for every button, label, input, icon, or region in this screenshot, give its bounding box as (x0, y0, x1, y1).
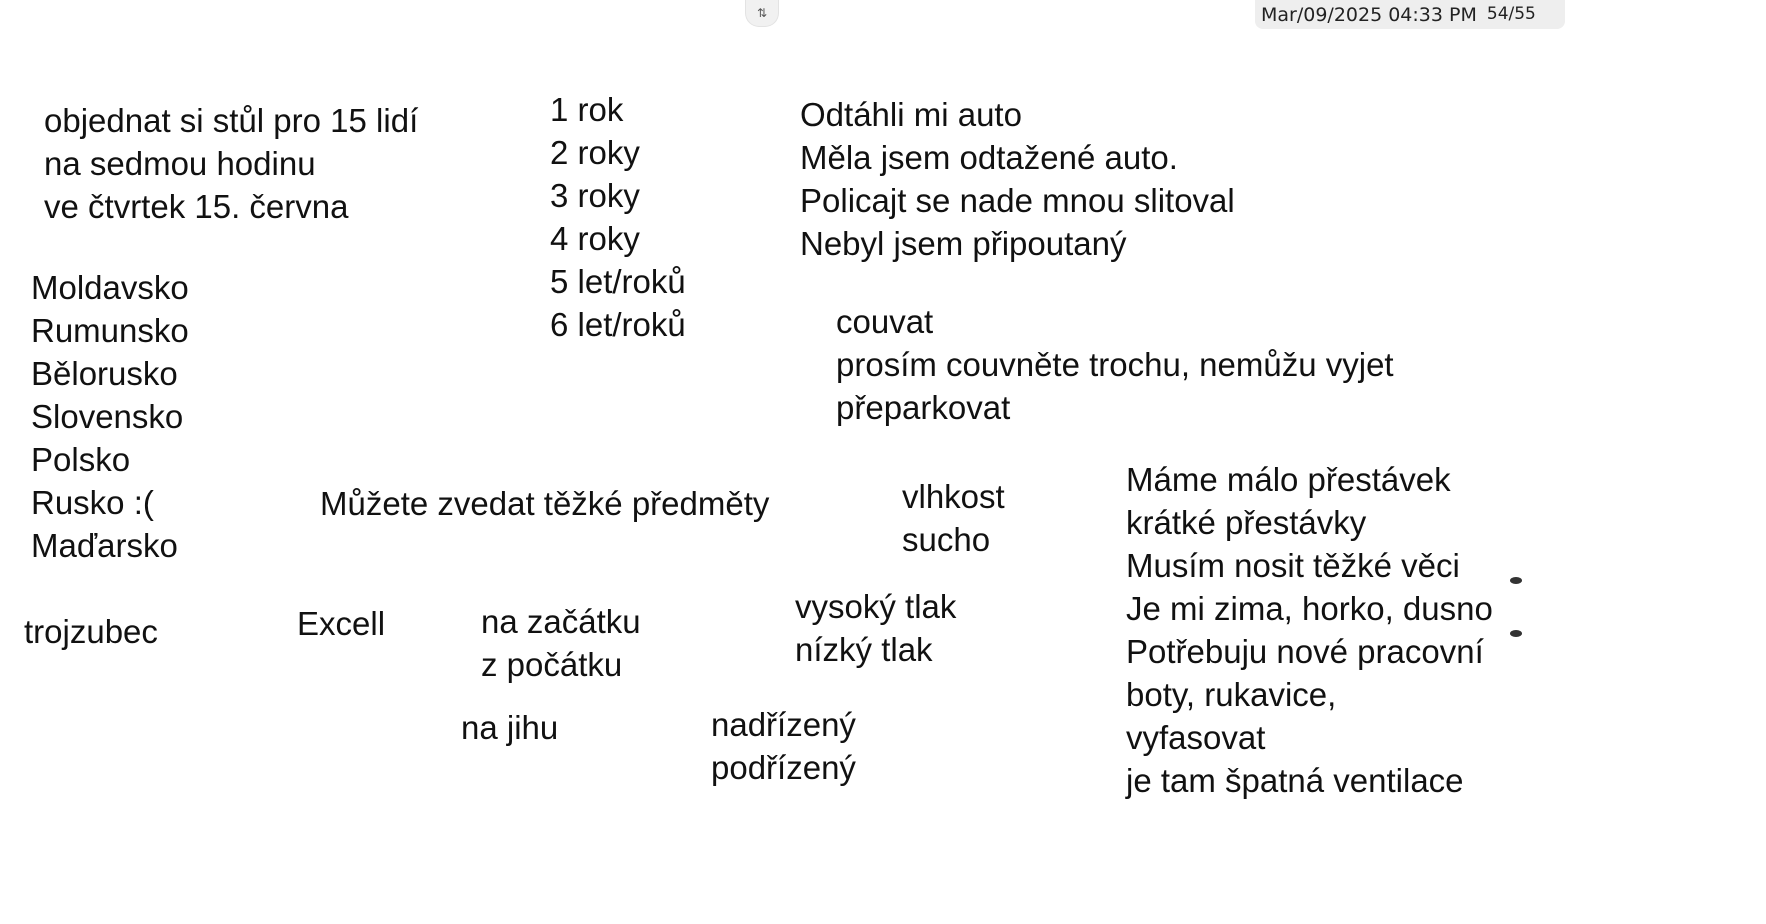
note-line: přeparkovat (836, 389, 1011, 426)
note-line: Bělorusko (31, 355, 178, 392)
note-line: na začátku (481, 603, 641, 640)
note-line: na sedmou hodinu (44, 145, 316, 182)
note-line: podřízený (711, 749, 856, 786)
note-line: Policajt se nade mnou slitoval (800, 182, 1235, 219)
note-line: sucho (902, 521, 991, 558)
note-superior (711, 703, 856, 789)
note-humidity (902, 475, 1005, 561)
note-line: Máme málo přestávek (1126, 461, 1451, 498)
note-line: je tam špatná ventilace (1126, 762, 1464, 799)
note-south (461, 706, 558, 749)
swap-arrows-icon[interactable]: ⇅ (745, 0, 779, 27)
note-line: objednat si stůl pro 15 lidí (44, 102, 419, 139)
note-line: couvat (836, 303, 934, 340)
note-line: Moldavsko (31, 269, 189, 306)
note-line: z počátku (481, 646, 623, 683)
note-line: nadřízený (711, 706, 856, 743)
page-counter: 54/55 (1486, 4, 1536, 24)
note-line: Excell (297, 605, 386, 642)
note-reservation (44, 99, 418, 228)
note-line: 6 let/roků (550, 306, 686, 343)
status-bar (1255, 0, 1565, 29)
datetime-label: Mar/09/2025 04:33 PM (1261, 4, 1477, 26)
note-line: 5 let/roků (550, 263, 686, 300)
note-line: Slovensko (31, 398, 184, 435)
note-line: Je mi zima, horko, dusno (1126, 590, 1493, 627)
note-line: ve čtvrtek 15. června (44, 188, 349, 225)
ink-mark (1510, 630, 1522, 637)
note-line: vysoký tlak (795, 588, 957, 625)
note-countries (31, 266, 189, 567)
note-beginning (481, 600, 641, 686)
note-line: 2 roky (550, 134, 640, 171)
note-excel (297, 602, 385, 645)
note-line: 3 roky (550, 177, 640, 214)
note-line: trojzubec (24, 613, 158, 650)
note-line: krátké přestávky (1126, 504, 1367, 541)
note-line: Můžete zvedat těžké předměty (320, 485, 770, 522)
note-line: boty, rukavice, (1126, 676, 1337, 713)
note-heavy-objects (320, 482, 769, 525)
ink-mark (1510, 577, 1522, 584)
note-line: vyfasovat (1126, 719, 1266, 756)
note-line: 1 rok (550, 91, 624, 128)
note-line: Rusko :( (31, 484, 154, 521)
note-line: Nebyl jsem připoutaný (800, 225, 1127, 262)
note-reverse (836, 300, 1394, 429)
note-trident (24, 610, 158, 653)
note-years (550, 88, 686, 346)
note-line: Odtáhli mi auto (800, 96, 1022, 133)
note-line: Musím nosit těžké věci (1126, 547, 1460, 584)
note-line: Polsko (31, 441, 131, 478)
note-line: Potřebuju nové pracovní (1126, 633, 1484, 670)
note-pressure (795, 585, 956, 671)
note-line: vlhkost (902, 478, 1005, 515)
note-line: nízký tlak (795, 631, 933, 668)
note-line: Rumunsko (31, 312, 189, 349)
note-work-conditions (1126, 458, 1493, 802)
note-line: 4 roky (550, 220, 640, 257)
note-car (800, 93, 1235, 265)
note-line: prosím couvněte trochu, nemůžu vyjet (836, 346, 1394, 383)
note-line: Měla jsem odtažené auto. (800, 139, 1178, 176)
note-line: Maďarsko (31, 527, 178, 564)
note-line: na jihu (461, 709, 559, 746)
